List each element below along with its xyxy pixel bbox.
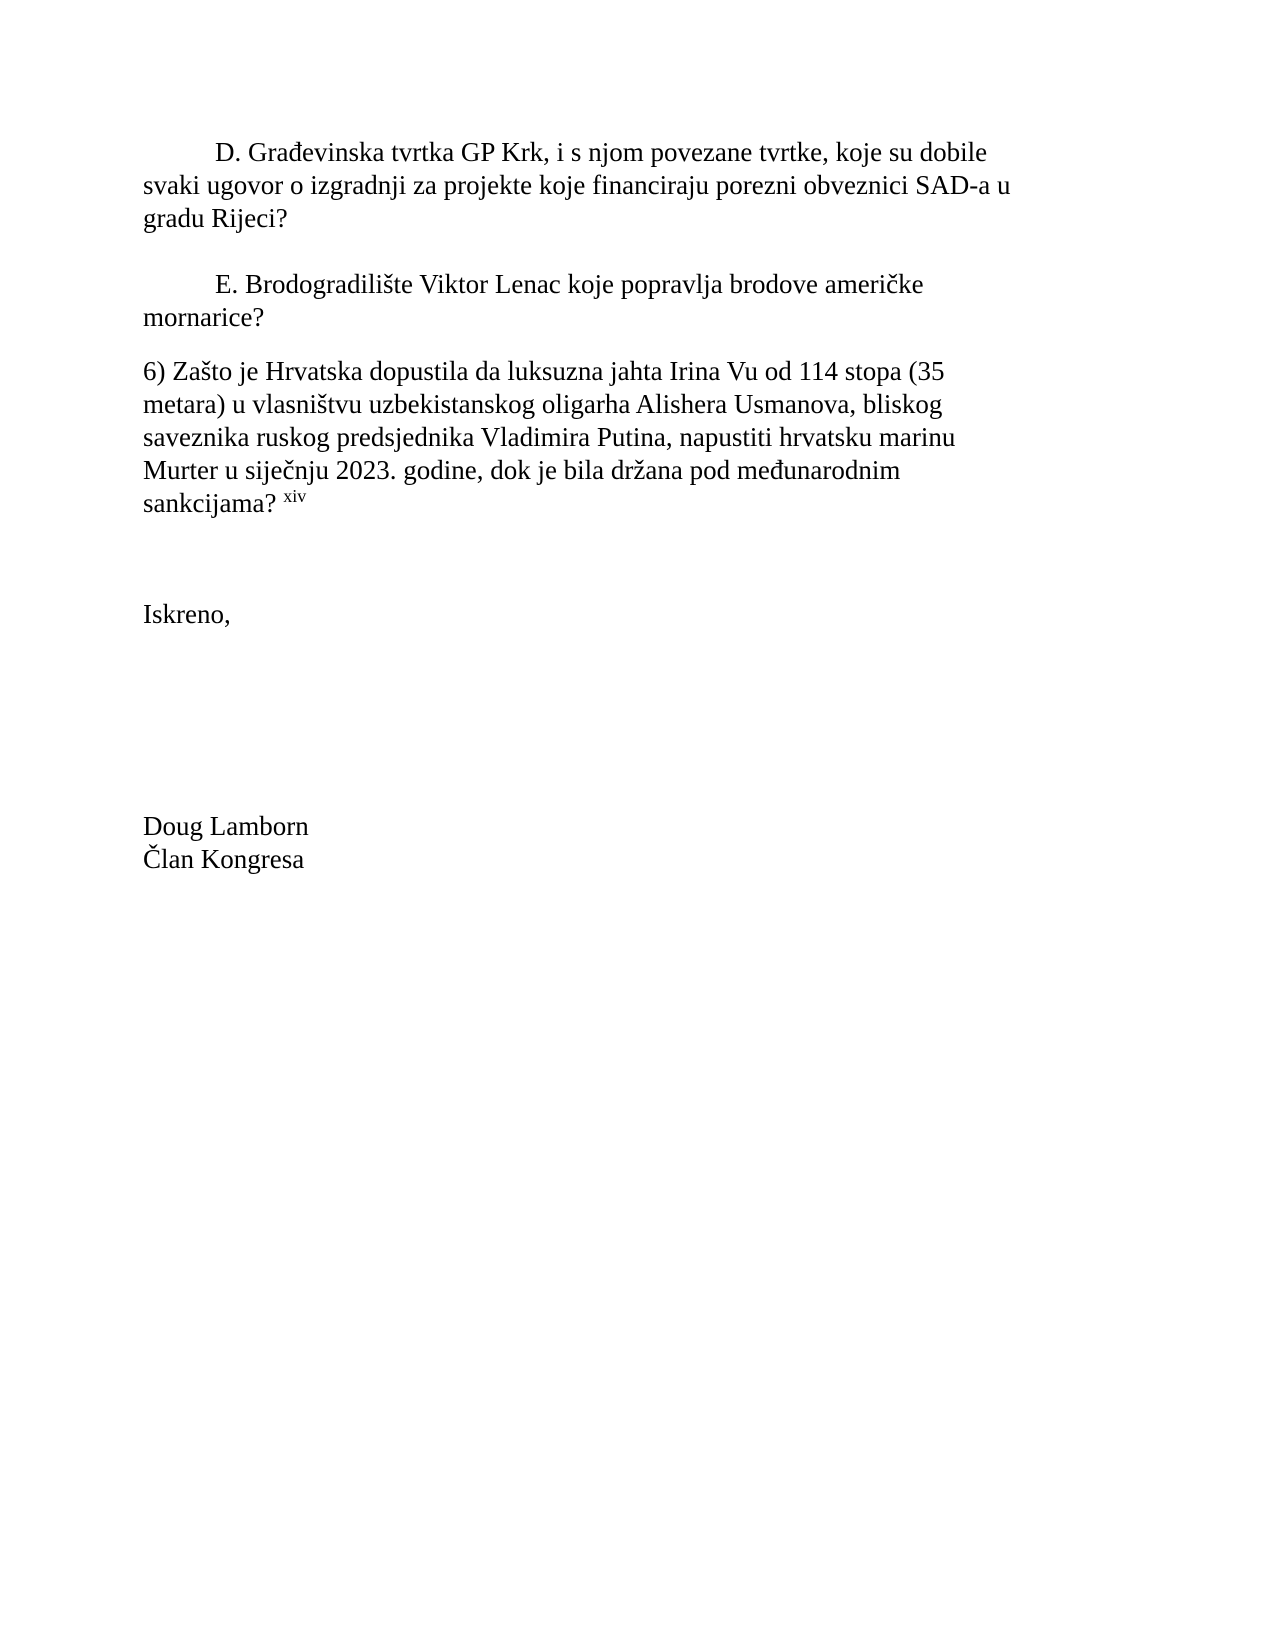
- text-line: E. Brodogradilište Viktor Lenac koje popravlja brodove američke: [215, 269, 924, 299]
- endnote-reference-xiv: xiv: [283, 486, 307, 506]
- signature-block: [143, 810, 1043, 876]
- text-line: D. Građevinska tvrtka GP Krk, i s njom povezane tvrtke, koje su dobile: [215, 137, 988, 167]
- paragraph-item-d: [143, 136, 1043, 235]
- closing-salutation: [143, 598, 1043, 631]
- text-line: gradu Rijeci?: [143, 203, 288, 233]
- text-segment: sankcijama?: [143, 488, 277, 518]
- paragraph-question-6: [143, 355, 1043, 520]
- text-line: mornarice?: [143, 302, 265, 332]
- text-line: 6) Zašto je Hrvatska dopustila da luksuzna jahta Irina Vu od 114 stopa (35: [143, 356, 945, 386]
- signer-name: Doug Lamborn: [143, 811, 309, 841]
- text-line: metara) u vlasništvu uzbekistanskog oligarha Alishera Usmanova, bliskog: [143, 389, 943, 419]
- text-line: [143, 487, 1043, 520]
- text-line: Iskreno,: [143, 599, 231, 629]
- text-line: saveznika ruskog predsjednika Vladimira Putina, napustiti hrvatsku marinu: [143, 422, 956, 452]
- text-line: Murter u siječnju 2023. godine, dok je bila držana pod međunarodnim: [143, 455, 901, 485]
- paragraph-item-e: [143, 268, 1043, 334]
- signer-title: Član Kongresa: [143, 844, 305, 874]
- text-line: svaki ugovor o izgradnji za projekte koje financiraju porezni obveznici SAD-a u: [143, 170, 1011, 200]
